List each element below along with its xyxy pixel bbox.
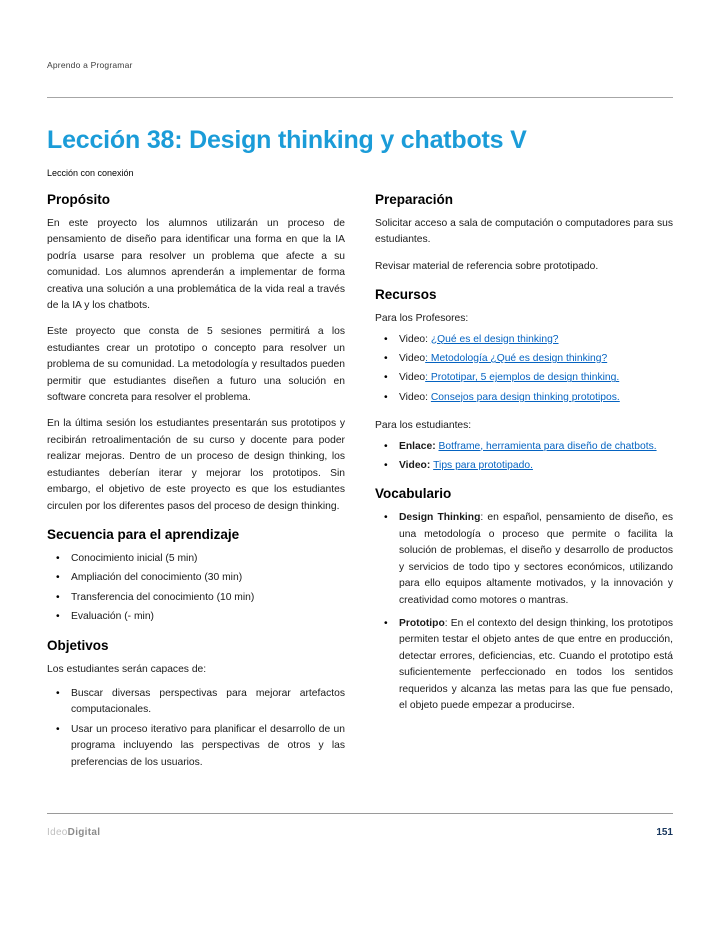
resource-link[interactable]: ¿Qué es el design thinking? — [430, 333, 559, 345]
proposito-paragraph: Este proyecto que consta de 5 sesiones permitirá a los estudiantes crear un prototipo o concepto para resolver un problema de su comunidad. La metodología y resultados pueden permitir que estudiantes diseñen a futuro una solución en software concreta para resolver el problema. — [47, 326, 345, 404]
secuencia-heading: Secuencia para el aprendizaje — [47, 526, 240, 542]
list-item: • Evaluación (- min) — [47, 609, 345, 625]
two-column-layout — [47, 192, 673, 783]
objetivos-heading: Objetivos — [47, 637, 109, 653]
resource-prefix: Enlace: — [399, 440, 439, 452]
section-secuencia — [47, 527, 345, 626]
recursos-profesores-label: Para los Profesores: — [375, 313, 469, 325]
proposito-paragraph: En este proyecto los alumnos utilizarán un proceso de pensamiento de diseño para identificar una forma en que la IA podría usarse para resolver un problema que afecte a su comunidad. Los alumnos aprenderán a implementar de forma creativa una solución a una problemática de la vida real a través de la IA y los chatbots. — [47, 218, 345, 312]
header-brand: Aprendo a Programar — [47, 60, 133, 70]
resource-link[interactable]: Tips para prototipado. — [433, 460, 533, 472]
objetivos-intro: Los estudiantes serán capaces de: — [47, 663, 207, 675]
recursos-estudiantes-label: Para los estudiantes: — [375, 420, 472, 432]
resource-prefix: Video: — [399, 391, 431, 403]
page-title: Lección 38: Design thinking y chatbots V — [47, 126, 527, 154]
preparacion-heading: Preparación — [375, 192, 454, 207]
footer-brand-light: Ideo — [47, 827, 68, 838]
resource-prefix: Video: — [399, 333, 431, 345]
resource-link[interactable]: : Prototipar, 5 ejemplos de design thinking. — [425, 372, 620, 384]
vocabulary-item — [375, 616, 673, 714]
resource-link[interactable]: Consejos para design thinking prototipos. — [430, 391, 620, 403]
list-item: • Buscar diversas perspectivas para mejorar artefactos computacionales. — [47, 686, 345, 719]
section-recursos — [375, 287, 673, 474]
resource-prefix: Video — [399, 353, 426, 365]
page-subtitle: Lección con conexión — [47, 168, 134, 178]
objetivos-list — [47, 686, 345, 771]
list-item — [375, 390, 673, 406]
page-number: 151 — [656, 827, 673, 838]
list-item: • Usar un proceso iterativo para planificar el desarrollo de un programa incluyendo las perspectivas de otros y las preferencias de los usuarios. — [47, 722, 345, 771]
resource-link[interactable]: Botframe, herramienta para diseño de chatbots. — [438, 440, 657, 452]
recursos-heading: Recursos — [375, 287, 437, 303]
document-footer — [47, 813, 673, 838]
list-item: • Ampliación del conocimiento (30 min) — [47, 570, 345, 586]
section-objetivos — [47, 638, 345, 771]
vocabulary-definition: : En el contexto del design thinking, los prototipos permiten testar el objeto antes de que entre en producción, detectar errores, deficiencias, etc. Cuando el prototipo está suficientemente perfeccionado en todos los sentidos requeridos y alcanza las metas para las que fue pensado, el objeto puede empezar a producirse. — [399, 617, 673, 711]
section-proposito — [47, 192, 345, 515]
list-item: • Conocimiento inicial (5 min) — [47, 551, 345, 567]
footer-brand — [47, 827, 100, 838]
left-column — [47, 192, 345, 783]
vocabulary-definition: : en español, pensamiento de diseño, es una metodología o proceso que permite o facilita la solución de problemas, el diseño y desarrollo de productos y servicios de todo tipo y sectores económicos, utilizando para ello equipos altamente motivados, y la innovación y creatividad como motores o mantras. — [399, 512, 673, 606]
preparacion-paragraph: Revisar material de referencia sobre prototipado. — [375, 260, 599, 272]
vocabulario-heading: Vocabulario — [375, 486, 452, 502]
preparacion-paragraph: Solicitar acceso a sala de computación o computadores para sus estudiantes. — [375, 218, 673, 246]
proposito-paragraph: En la última sesión los estudiantes presentarán sus prototipos y recibirán retroalimentación de su curso y docente para poder realizar mejoras. Dentro de un proceso de design thinking, los estudiantes deberían iterar y mejorar los prototipos. Sin embargo, el objetivo de este proyecto es que los estudiantes circulen por los diferentes pasos del proceso de design thinking. — [47, 418, 345, 512]
vocabulary-term: Design Thinking — [399, 512, 481, 524]
list-item — [375, 351, 673, 367]
section-vocabulario — [375, 486, 673, 714]
vocabulary-item — [375, 510, 673, 608]
header-divider — [47, 97, 673, 98]
secuencia-list — [47, 551, 345, 626]
resource-prefix: Video — [399, 372, 426, 384]
list-item — [375, 458, 673, 474]
recursos-profesores-list — [375, 332, 673, 407]
recursos-estudiantes-list — [375, 439, 673, 475]
vocabulary-term: Prototipo — [399, 617, 445, 629]
resource-link[interactable]: : Metodología ¿Qué es design thinking? — [425, 353, 608, 365]
list-item — [375, 370, 673, 386]
document-header — [47, 0, 673, 98]
right-column — [375, 192, 673, 783]
list-item: • Transferencia del conocimiento (10 min) — [47, 590, 345, 606]
proposito-heading: Propósito — [47, 192, 110, 207]
resource-prefix: Video: — [399, 460, 434, 472]
footer-brand-strong: Digital — [67, 827, 101, 838]
vocabulario-list — [375, 510, 673, 714]
list-item — [375, 332, 673, 348]
list-item — [375, 439, 673, 455]
section-preparacion — [375, 192, 673, 275]
